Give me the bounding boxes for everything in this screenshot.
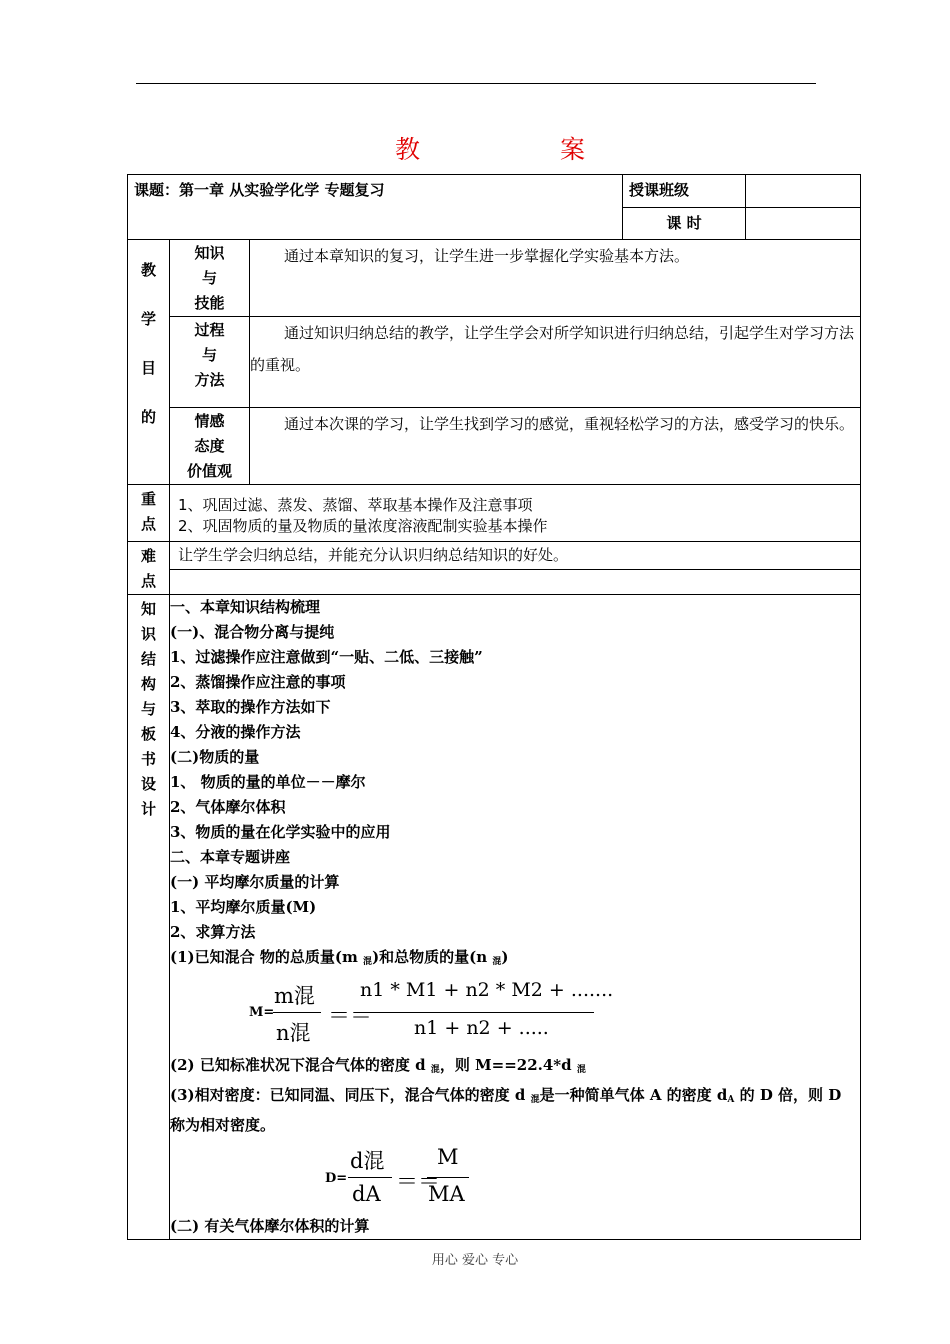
formula-numerator: n1 * M1 + n2 * M2 + ....... <box>360 979 614 1001</box>
structure-line: (一) 平均摩尔质量的计算 <box>170 873 340 891</box>
fraction-bar <box>358 1012 594 1013</box>
formula-equals: ＝＝ <box>328 1004 373 1029</box>
average-molar-mass-formula <box>170 975 860 1053</box>
topic-label: 课题：第一章 从实验学化学 专题复习 <box>134 181 385 199</box>
class-label: 授课班级 <box>629 181 690 199</box>
structure-content <box>170 595 861 1240</box>
objective-text-process: 通过知识归纳总结的教学，让学生学会对所学知识进行归纳总结，引起学生对学习方法的重视。 <box>250 317 861 408</box>
formula-denominator: n1 + n2 + ..... <box>414 1017 549 1039</box>
objective-text-knowledge: 通过本章知识的复习，让学生进一步掌握化学实验基本方法。 <box>250 240 861 317</box>
formula-numerator: M <box>437 1145 459 1169</box>
page-title: 教 案 <box>394 135 615 164</box>
objective-sub-attitude: 情感 态度 价值观 <box>170 408 250 485</box>
structure-line: (一)、混合物分离与提纯 <box>170 623 335 641</box>
objective-text-attitude: 通过本次课的学习，让学生找到学习的感觉，重视轻松学习的方法，感受学习的快乐。 <box>250 408 861 485</box>
structure-line: (二) 有关气体摩尔体积的计算 <box>170 1217 370 1235</box>
structure-line: 一、本章知识结构梳理 <box>170 598 321 616</box>
structure-line: 4、分液的操作方法 <box>170 723 301 741</box>
class-label-cell <box>623 175 746 208</box>
formula-denominator: dA <box>352 1182 381 1206</box>
key-point-item: 1、巩固过滤、蒸发、蒸馏、萃取基本操作及注意事项 <box>178 496 533 514</box>
formula-denominator: n混 <box>276 1021 311 1045</box>
objectives-label: 教 学 目 的 <box>128 240 170 485</box>
structure-line: 1、过滤操作应注意做到“一贴、二低、三接触” <box>170 648 483 666</box>
lesson-plan-table <box>127 174 861 1240</box>
page-footer: 用心 爱心 专心 <box>431 1253 519 1268</box>
difficulty-text: 让学生学会归纳总结，并能充分认识归纳总结知识的好处。 <box>170 544 860 570</box>
structure-line: 2、求算方法 <box>170 923 256 941</box>
fraction-bar <box>273 1012 321 1013</box>
hours-value-cell <box>746 208 861 240</box>
structure-line: 2、蒸馏操作应注意的事项 <box>170 673 346 691</box>
objective-sub-process: 过程 与 方法 <box>170 317 250 408</box>
structure-line: 3、物质的量在化学实验中的应用 <box>170 823 391 841</box>
structure-line: 3、萃取的操作方法如下 <box>170 698 331 716</box>
structure-label: 知 识 结 构 与 板 书 设 计 <box>128 595 170 1240</box>
formula-lhs: M= <box>249 1005 275 1020</box>
key-points-label: 重 点 <box>128 485 170 542</box>
method-1-line: (1)已知混合 物的总质量(m $_混$)和总物质的量(n $_混$) <box>170 948 509 967</box>
key-point-item: 2、巩固物质的量及物质的量浓度溶液配制实验基本操作 <box>178 517 548 535</box>
formula-denominator: MA <box>428 1182 465 1206</box>
header-rule <box>136 83 816 84</box>
formula-lhs: D= <box>325 1171 348 1186</box>
method-3-line: (3)相对密度：已知同温、同压下，混合气体的密度 d $_混$是一种简单气体 A 的密度 $d_A$ 的 D 倍，则 D 称为相对密度。 <box>170 1086 842 1134</box>
difficulties-label: 难 点 <box>128 542 170 595</box>
class-value-cell <box>746 175 861 208</box>
hours-label: 课 时 <box>666 214 702 232</box>
difficulties-content <box>170 542 861 595</box>
structure-line: 1、平均摩尔质量(M) <box>170 898 317 916</box>
formula-numerator: m混 <box>274 984 315 1008</box>
formula-equals: ＝＝ <box>396 1170 441 1195</box>
hours-label-cell <box>623 208 746 240</box>
fraction-bar <box>348 1177 392 1178</box>
objective-sub-knowledge: 知识 与 技能 <box>170 240 250 317</box>
structure-line: 二、本章专题讲座 <box>170 848 291 866</box>
key-points-content <box>170 485 861 542</box>
structure-line: 2、气体摩尔体积 <box>170 798 286 816</box>
fraction-bar <box>427 1177 469 1178</box>
topic-cell <box>128 175 623 240</box>
relative-density-formula <box>170 1138 860 1214</box>
structure-line: (二)物质的量 <box>170 748 260 766</box>
method-2-line: (2) 已知标准状况下混合气体的密度 d $_混$，则 M==22.4*d $_混$ <box>170 1056 586 1075</box>
structure-line: 1、 物质的量的单位－－摩尔 <box>170 773 366 791</box>
formula-numerator: d混 <box>350 1149 385 1173</box>
